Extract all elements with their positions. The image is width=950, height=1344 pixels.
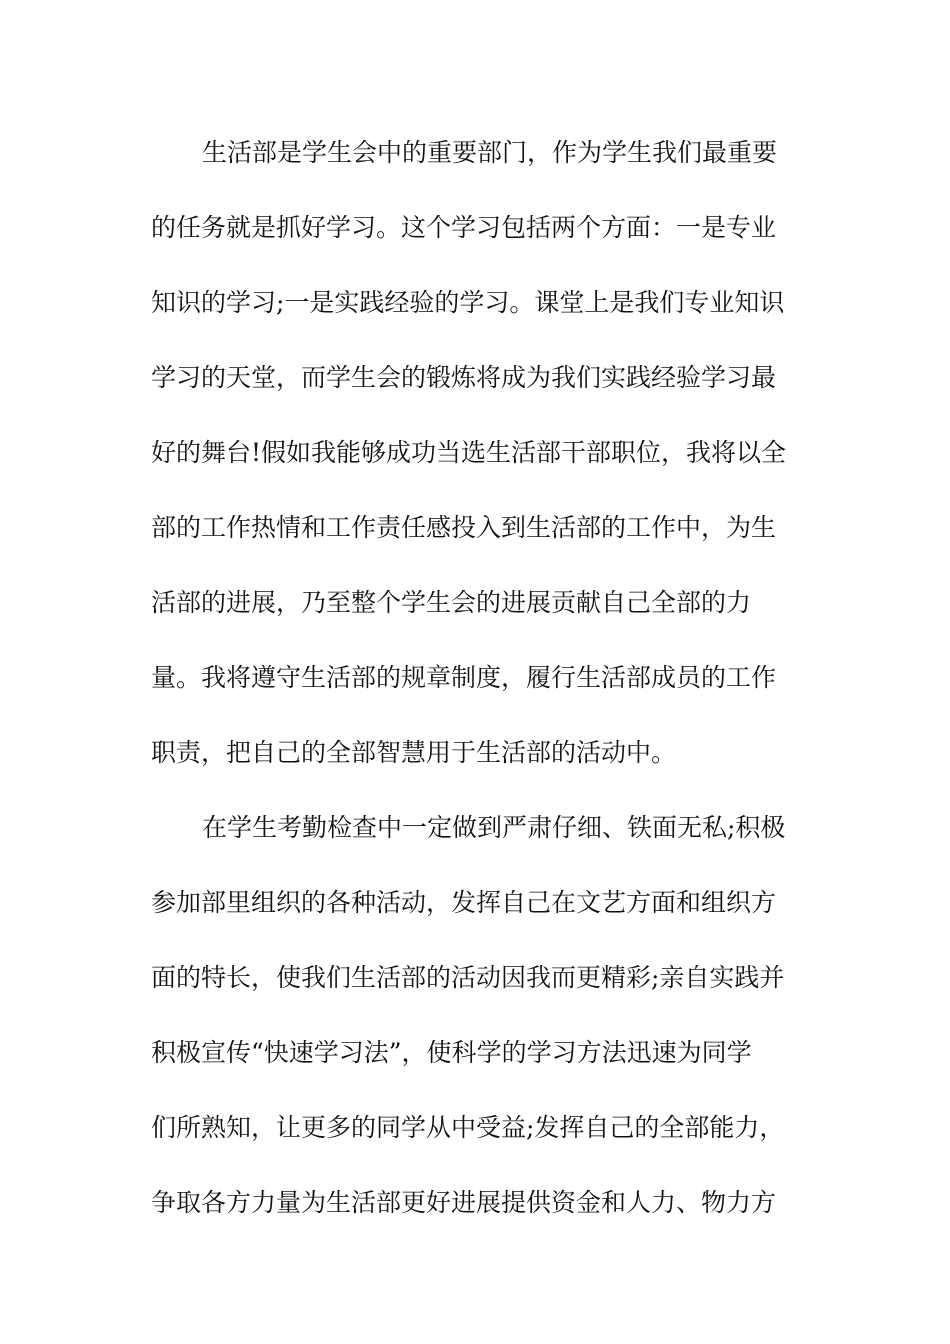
text-line: 积极宣传“快速学习法”，使科学的学习方法迅速为同学	[151, 1038, 752, 1067]
text-line: 争取各方力量为生活部更好进展提供资金和人力、物力方	[151, 1188, 777, 1217]
text-line: 量。我将遵守生活部的规章制度，履行生活部成员的工作	[151, 663, 777, 692]
paragraph-2	[151, 803, 811, 1253]
text-line: 面的特长，使我们生活部的活动因我而更精彩;亲自实践并	[151, 963, 785, 992]
text-line: 在学生考勤检查中一定做到严肃仔细、铁面无私;积极	[202, 813, 786, 842]
paragraph-1	[151, 128, 811, 803]
text-line: 活部的进展，乃至整个学生会的进展贡献自己全部的力	[151, 588, 752, 617]
body-text	[151, 128, 811, 1253]
text-line: 好的舞台!假如我能够成功当选生活部干部职位，我将以全	[151, 438, 787, 467]
text-line: 部的工作热情和工作责任感投入到生活部的工作中，为生	[151, 513, 777, 542]
text-line: 知识的学习;一是实践经验的学习。课堂上是我们专业知识	[151, 288, 785, 317]
text-line: 职责，把自己的全部智慧用于生活部的活动中。	[151, 738, 677, 767]
text-line: 的任务就是抓好学习。这个学习包括两个方面：一是专业	[151, 213, 777, 242]
text-line: 生活部是学生会中的重要部门，作为学生我们最重要	[202, 138, 778, 167]
text-line: 学习的天堂，而学生会的锻炼将成为我们实践经验学习最	[151, 363, 777, 392]
text-line: 参加部里组织的各种活动，发挥自己在文艺方面和组织方	[151, 888, 777, 917]
text-line: 们所熟知，让更多的同学从中受益;发挥自己的全部能力，	[151, 1113, 785, 1142]
